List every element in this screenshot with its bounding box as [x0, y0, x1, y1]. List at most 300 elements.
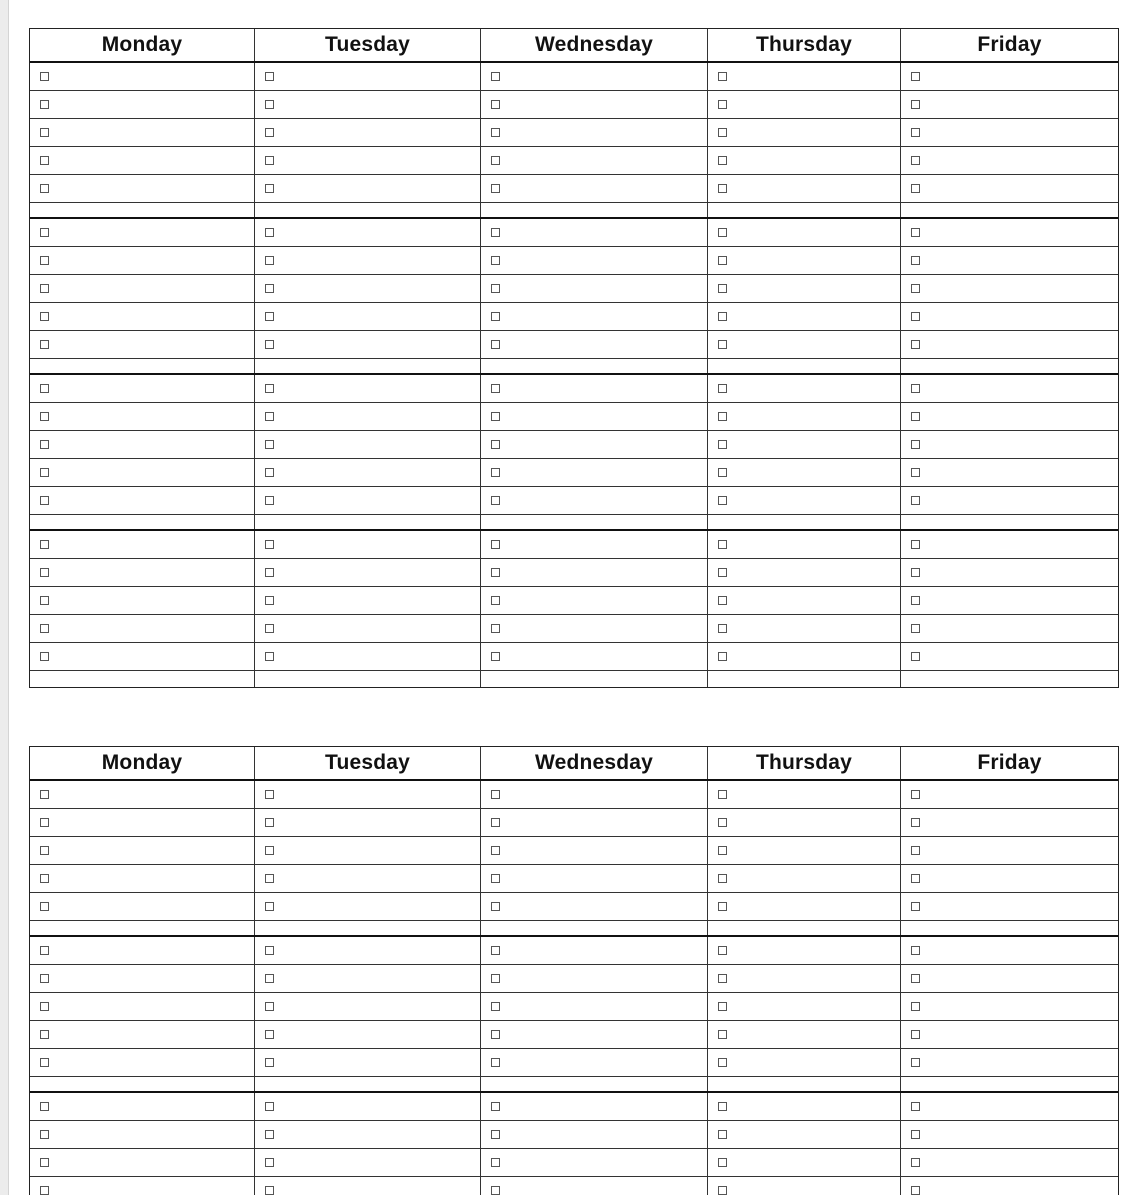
checkbox-icon[interactable]	[40, 184, 49, 193]
task-cell-tuesday[interactable]	[255, 1021, 481, 1048]
task-cell-wednesday[interactable]	[481, 247, 708, 274]
task-cell-thursday[interactable]	[708, 559, 901, 586]
task-cell-monday[interactable]	[30, 1121, 255, 1148]
checkbox-icon[interactable]	[491, 1058, 500, 1067]
task-cell-wednesday[interactable]	[481, 275, 708, 302]
checkbox-icon[interactable]	[491, 256, 500, 265]
checkbox-icon[interactable]	[911, 1186, 920, 1195]
task-cell-tuesday[interactable]	[255, 303, 481, 330]
checkbox-icon[interactable]	[265, 652, 274, 661]
task-cell-friday[interactable]	[901, 809, 1118, 836]
task-cell-wednesday[interactable]	[481, 219, 708, 246]
checkbox-icon[interactable]	[718, 1058, 727, 1067]
checkbox-icon[interactable]	[911, 156, 920, 165]
checkbox-icon[interactable]	[718, 1030, 727, 1039]
checkbox-icon[interactable]	[265, 902, 274, 911]
checkbox-icon[interactable]	[491, 790, 500, 799]
task-cell-thursday[interactable]	[708, 993, 901, 1020]
checkbox-icon[interactable]	[911, 100, 920, 109]
task-cell-monday[interactable]	[30, 119, 255, 146]
task-cell-monday[interactable]	[30, 781, 255, 808]
task-cell-wednesday[interactable]	[481, 643, 708, 670]
checkbox-icon[interactable]	[491, 284, 500, 293]
checkbox-icon[interactable]	[911, 468, 920, 477]
task-cell-friday[interactable]	[901, 247, 1118, 274]
checkbox-icon[interactable]	[40, 974, 49, 983]
checkbox-icon[interactable]	[265, 790, 274, 799]
task-cell-thursday[interactable]	[708, 1021, 901, 1048]
task-cell-wednesday[interactable]	[481, 531, 708, 558]
task-cell-monday[interactable]	[30, 865, 255, 892]
checkbox-icon[interactable]	[40, 902, 49, 911]
checkbox-icon[interactable]	[265, 846, 274, 855]
checkbox-icon[interactable]	[265, 312, 274, 321]
task-cell-tuesday[interactable]	[255, 1149, 481, 1176]
task-cell-thursday[interactable]	[708, 431, 901, 458]
task-cell-friday[interactable]	[901, 459, 1118, 486]
checkbox-icon[interactable]	[911, 1002, 920, 1011]
checkbox-icon[interactable]	[265, 100, 274, 109]
task-cell-friday[interactable]	[901, 487, 1118, 514]
checkbox-icon[interactable]	[265, 384, 274, 393]
task-cell-tuesday[interactable]	[255, 375, 481, 402]
task-cell-tuesday[interactable]	[255, 643, 481, 670]
task-cell-wednesday[interactable]	[481, 993, 708, 1020]
checkbox-icon[interactable]	[265, 184, 274, 193]
checkbox-icon[interactable]	[911, 340, 920, 349]
task-cell-tuesday[interactable]	[255, 1121, 481, 1148]
task-cell-monday[interactable]	[30, 587, 255, 614]
checkbox-icon[interactable]	[911, 946, 920, 955]
task-cell-monday[interactable]	[30, 331, 255, 358]
checkbox-icon[interactable]	[40, 156, 49, 165]
task-cell-wednesday[interactable]	[481, 615, 708, 642]
task-cell-wednesday[interactable]	[481, 865, 708, 892]
checkbox-icon[interactable]	[40, 1058, 49, 1067]
task-cell-wednesday[interactable]	[481, 1149, 708, 1176]
task-cell-friday[interactable]	[901, 937, 1118, 964]
checkbox-icon[interactable]	[40, 72, 49, 81]
task-cell-tuesday[interactable]	[255, 559, 481, 586]
checkbox-icon[interactable]	[491, 1102, 500, 1111]
checkbox-icon[interactable]	[40, 284, 49, 293]
task-cell-monday[interactable]	[30, 643, 255, 670]
checkbox-icon[interactable]	[718, 440, 727, 449]
checkbox-icon[interactable]	[40, 412, 49, 421]
task-cell-thursday[interactable]	[708, 63, 901, 90]
task-cell-monday[interactable]	[30, 615, 255, 642]
checkbox-icon[interactable]	[491, 846, 500, 855]
checkbox-icon[interactable]	[911, 284, 920, 293]
checkbox-icon[interactable]	[491, 100, 500, 109]
task-cell-tuesday[interactable]	[255, 993, 481, 1020]
checkbox-icon[interactable]	[491, 902, 500, 911]
checkbox-icon[interactable]	[40, 568, 49, 577]
task-cell-monday[interactable]	[30, 375, 255, 402]
task-cell-monday[interactable]	[30, 531, 255, 558]
task-cell-wednesday[interactable]	[481, 487, 708, 514]
task-cell-friday[interactable]	[901, 1093, 1118, 1120]
checkbox-icon[interactable]	[265, 974, 274, 983]
task-cell-friday[interactable]	[901, 993, 1118, 1020]
task-cell-thursday[interactable]	[708, 937, 901, 964]
checkbox-icon[interactable]	[40, 496, 49, 505]
task-cell-thursday[interactable]	[708, 781, 901, 808]
checkbox-icon[interactable]	[40, 874, 49, 883]
task-cell-tuesday[interactable]	[255, 937, 481, 964]
checkbox-icon[interactable]	[40, 384, 49, 393]
checkbox-icon[interactable]	[911, 652, 920, 661]
task-cell-monday[interactable]	[30, 965, 255, 992]
task-cell-friday[interactable]	[901, 1021, 1118, 1048]
task-cell-wednesday[interactable]	[481, 303, 708, 330]
checkbox-icon[interactable]	[40, 312, 49, 321]
task-cell-friday[interactable]	[901, 63, 1118, 90]
checkbox-icon[interactable]	[491, 1130, 500, 1139]
checkbox-icon[interactable]	[718, 652, 727, 661]
checkbox-icon[interactable]	[491, 340, 500, 349]
task-cell-wednesday[interactable]	[481, 809, 708, 836]
task-cell-friday[interactable]	[901, 531, 1118, 558]
task-cell-tuesday[interactable]	[255, 175, 481, 202]
task-cell-monday[interactable]	[30, 63, 255, 90]
task-cell-tuesday[interactable]	[255, 893, 481, 920]
task-cell-friday[interactable]	[901, 615, 1118, 642]
checkbox-icon[interactable]	[265, 874, 274, 883]
checkbox-icon[interactable]	[911, 440, 920, 449]
task-cell-wednesday[interactable]	[481, 375, 708, 402]
task-cell-monday[interactable]	[30, 893, 255, 920]
task-cell-tuesday[interactable]	[255, 91, 481, 118]
checkbox-icon[interactable]	[265, 128, 274, 137]
checkbox-icon[interactable]	[718, 790, 727, 799]
task-cell-thursday[interactable]	[708, 615, 901, 642]
checkbox-icon[interactable]	[40, 846, 49, 855]
checkbox-icon[interactable]	[40, 1030, 49, 1039]
checkbox-icon[interactable]	[911, 974, 920, 983]
task-cell-friday[interactable]	[901, 559, 1118, 586]
checkbox-icon[interactable]	[491, 652, 500, 661]
checkbox-icon[interactable]	[911, 874, 920, 883]
checkbox-icon[interactable]	[718, 184, 727, 193]
checkbox-icon[interactable]	[491, 1002, 500, 1011]
task-cell-tuesday[interactable]	[255, 275, 481, 302]
task-cell-wednesday[interactable]	[481, 1177, 708, 1195]
task-cell-thursday[interactable]	[708, 403, 901, 430]
task-cell-wednesday[interactable]	[481, 91, 708, 118]
task-cell-friday[interactable]	[901, 965, 1118, 992]
task-cell-wednesday[interactable]	[481, 837, 708, 864]
checkbox-icon[interactable]	[491, 312, 500, 321]
checkbox-icon[interactable]	[491, 440, 500, 449]
checkbox-icon[interactable]	[491, 128, 500, 137]
checkbox-icon[interactable]	[491, 1186, 500, 1195]
task-cell-monday[interactable]	[30, 1149, 255, 1176]
task-cell-monday[interactable]	[30, 459, 255, 486]
task-cell-tuesday[interactable]	[255, 331, 481, 358]
task-cell-thursday[interactable]	[708, 1121, 901, 1148]
task-cell-wednesday[interactable]	[481, 1049, 708, 1076]
checkbox-icon[interactable]	[718, 818, 727, 827]
checkbox-icon[interactable]	[911, 1130, 920, 1139]
checkbox-icon[interactable]	[911, 1030, 920, 1039]
checkbox-icon[interactable]	[911, 1102, 920, 1111]
checkbox-icon[interactable]	[911, 624, 920, 633]
task-cell-monday[interactable]	[30, 1093, 255, 1120]
checkbox-icon[interactable]	[40, 790, 49, 799]
checkbox-icon[interactable]	[718, 100, 727, 109]
task-cell-thursday[interactable]	[708, 147, 901, 174]
task-cell-monday[interactable]	[30, 175, 255, 202]
task-cell-friday[interactable]	[901, 219, 1118, 246]
task-cell-wednesday[interactable]	[481, 119, 708, 146]
task-cell-monday[interactable]	[30, 1177, 255, 1195]
checkbox-icon[interactable]	[718, 902, 727, 911]
checkbox-icon[interactable]	[911, 256, 920, 265]
checkbox-icon[interactable]	[40, 1002, 49, 1011]
checkbox-icon[interactable]	[40, 1158, 49, 1167]
checkbox-icon[interactable]	[265, 818, 274, 827]
task-cell-monday[interactable]	[30, 809, 255, 836]
checkbox-icon[interactable]	[491, 228, 500, 237]
checkbox-icon[interactable]	[491, 874, 500, 883]
checkbox-icon[interactable]	[718, 974, 727, 983]
checkbox-icon[interactable]	[718, 72, 727, 81]
checkbox-icon[interactable]	[491, 384, 500, 393]
task-cell-friday[interactable]	[901, 1049, 1118, 1076]
checkbox-icon[interactable]	[911, 72, 920, 81]
checkbox-icon[interactable]	[265, 568, 274, 577]
task-cell-tuesday[interactable]	[255, 1093, 481, 1120]
checkbox-icon[interactable]	[718, 540, 727, 549]
checkbox-icon[interactable]	[265, 1186, 274, 1195]
checkbox-icon[interactable]	[718, 1102, 727, 1111]
task-cell-wednesday[interactable]	[481, 63, 708, 90]
checkbox-icon[interactable]	[911, 568, 920, 577]
task-cell-monday[interactable]	[30, 993, 255, 1020]
checkbox-icon[interactable]	[491, 974, 500, 983]
task-cell-thursday[interactable]	[708, 1149, 901, 1176]
task-cell-monday[interactable]	[30, 147, 255, 174]
checkbox-icon[interactable]	[40, 624, 49, 633]
checkbox-icon[interactable]	[40, 228, 49, 237]
checkbox-icon[interactable]	[40, 818, 49, 827]
task-cell-friday[interactable]	[901, 893, 1118, 920]
task-cell-friday[interactable]	[901, 91, 1118, 118]
task-cell-monday[interactable]	[30, 937, 255, 964]
task-cell-tuesday[interactable]	[255, 531, 481, 558]
checkbox-icon[interactable]	[265, 1102, 274, 1111]
checkbox-icon[interactable]	[718, 384, 727, 393]
task-cell-tuesday[interactable]	[255, 63, 481, 90]
checkbox-icon[interactable]	[911, 384, 920, 393]
checkbox-icon[interactable]	[491, 184, 500, 193]
task-cell-thursday[interactable]	[708, 247, 901, 274]
checkbox-icon[interactable]	[911, 496, 920, 505]
checkbox-icon[interactable]	[40, 468, 49, 477]
task-cell-thursday[interactable]	[708, 1049, 901, 1076]
checkbox-icon[interactable]	[718, 496, 727, 505]
checkbox-icon[interactable]	[718, 284, 727, 293]
task-cell-tuesday[interactable]	[255, 459, 481, 486]
checkbox-icon[interactable]	[718, 624, 727, 633]
checkbox-icon[interactable]	[491, 1030, 500, 1039]
checkbox-icon[interactable]	[40, 256, 49, 265]
task-cell-thursday[interactable]	[708, 175, 901, 202]
task-cell-friday[interactable]	[901, 303, 1118, 330]
task-cell-thursday[interactable]	[708, 303, 901, 330]
checkbox-icon[interactable]	[40, 596, 49, 605]
checkbox-icon[interactable]	[265, 596, 274, 605]
checkbox-icon[interactable]	[265, 946, 274, 955]
task-cell-wednesday[interactable]	[481, 587, 708, 614]
task-cell-monday[interactable]	[30, 837, 255, 864]
task-cell-tuesday[interactable]	[255, 809, 481, 836]
checkbox-icon[interactable]	[40, 946, 49, 955]
task-cell-thursday[interactable]	[708, 91, 901, 118]
checkbox-icon[interactable]	[718, 1186, 727, 1195]
task-cell-tuesday[interactable]	[255, 219, 481, 246]
task-cell-monday[interactable]	[30, 559, 255, 586]
task-cell-thursday[interactable]	[708, 275, 901, 302]
task-cell-tuesday[interactable]	[255, 781, 481, 808]
task-cell-friday[interactable]	[901, 375, 1118, 402]
checkbox-icon[interactable]	[265, 540, 274, 549]
checkbox-icon[interactable]	[265, 440, 274, 449]
task-cell-thursday[interactable]	[708, 837, 901, 864]
task-cell-friday[interactable]	[901, 1121, 1118, 1148]
task-cell-friday[interactable]	[901, 837, 1118, 864]
task-cell-tuesday[interactable]	[255, 119, 481, 146]
task-cell-tuesday[interactable]	[255, 587, 481, 614]
task-cell-monday[interactable]	[30, 91, 255, 118]
task-cell-tuesday[interactable]	[255, 865, 481, 892]
task-cell-wednesday[interactable]	[481, 965, 708, 992]
task-cell-thursday[interactable]	[708, 865, 901, 892]
task-cell-wednesday[interactable]	[481, 403, 708, 430]
checkbox-icon[interactable]	[491, 412, 500, 421]
task-cell-monday[interactable]	[30, 219, 255, 246]
checkbox-icon[interactable]	[265, 1158, 274, 1167]
checkbox-icon[interactable]	[265, 1030, 274, 1039]
task-cell-tuesday[interactable]	[255, 247, 481, 274]
task-cell-friday[interactable]	[901, 275, 1118, 302]
checkbox-icon[interactable]	[911, 228, 920, 237]
checkbox-icon[interactable]	[718, 228, 727, 237]
checkbox-icon[interactable]	[491, 156, 500, 165]
task-cell-wednesday[interactable]	[481, 781, 708, 808]
task-cell-tuesday[interactable]	[255, 487, 481, 514]
task-cell-thursday[interactable]	[708, 1093, 901, 1120]
checkbox-icon[interactable]	[718, 946, 727, 955]
task-cell-friday[interactable]	[901, 431, 1118, 458]
checkbox-icon[interactable]	[40, 440, 49, 449]
checkbox-icon[interactable]	[40, 652, 49, 661]
task-cell-friday[interactable]	[901, 331, 1118, 358]
checkbox-icon[interactable]	[40, 1130, 49, 1139]
checkbox-icon[interactable]	[911, 1158, 920, 1167]
task-cell-thursday[interactable]	[708, 965, 901, 992]
task-cell-friday[interactable]	[901, 175, 1118, 202]
checkbox-icon[interactable]	[718, 596, 727, 605]
task-cell-tuesday[interactable]	[255, 1049, 481, 1076]
task-cell-wednesday[interactable]	[481, 1121, 708, 1148]
checkbox-icon[interactable]	[911, 128, 920, 137]
checkbox-icon[interactable]	[911, 846, 920, 855]
task-cell-monday[interactable]	[30, 275, 255, 302]
checkbox-icon[interactable]	[265, 412, 274, 421]
checkbox-icon[interactable]	[265, 468, 274, 477]
checkbox-icon[interactable]	[718, 128, 727, 137]
checkbox-icon[interactable]	[265, 1058, 274, 1067]
task-cell-wednesday[interactable]	[481, 559, 708, 586]
task-cell-wednesday[interactable]	[481, 893, 708, 920]
task-cell-thursday[interactable]	[708, 893, 901, 920]
task-cell-wednesday[interactable]	[481, 1021, 708, 1048]
task-cell-tuesday[interactable]	[255, 431, 481, 458]
checkbox-icon[interactable]	[718, 1158, 727, 1167]
checkbox-icon[interactable]	[911, 902, 920, 911]
task-cell-thursday[interactable]	[708, 1177, 901, 1195]
task-cell-thursday[interactable]	[708, 219, 901, 246]
checkbox-icon[interactable]	[40, 340, 49, 349]
checkbox-icon[interactable]	[911, 596, 920, 605]
checkbox-icon[interactable]	[265, 228, 274, 237]
checkbox-icon[interactable]	[718, 312, 727, 321]
checkbox-icon[interactable]	[491, 468, 500, 477]
checkbox-icon[interactable]	[718, 1002, 727, 1011]
task-cell-friday[interactable]	[901, 147, 1118, 174]
checkbox-icon[interactable]	[911, 184, 920, 193]
checkbox-icon[interactable]	[491, 568, 500, 577]
task-cell-friday[interactable]	[901, 119, 1118, 146]
task-cell-thursday[interactable]	[708, 531, 901, 558]
checkbox-icon[interactable]	[265, 284, 274, 293]
task-cell-friday[interactable]	[901, 781, 1118, 808]
checkbox-icon[interactable]	[40, 1186, 49, 1195]
checkbox-icon[interactable]	[265, 1002, 274, 1011]
task-cell-thursday[interactable]	[708, 643, 901, 670]
task-cell-thursday[interactable]	[708, 331, 901, 358]
checkbox-icon[interactable]	[911, 312, 920, 321]
checkbox-icon[interactable]	[40, 128, 49, 137]
task-cell-tuesday[interactable]	[255, 403, 481, 430]
task-cell-wednesday[interactable]	[481, 331, 708, 358]
checkbox-icon[interactable]	[911, 1058, 920, 1067]
checkbox-icon[interactable]	[265, 156, 274, 165]
checkbox-icon[interactable]	[265, 256, 274, 265]
task-cell-friday[interactable]	[901, 643, 1118, 670]
task-cell-wednesday[interactable]	[481, 175, 708, 202]
task-cell-friday[interactable]	[901, 865, 1118, 892]
checkbox-icon[interactable]	[491, 818, 500, 827]
task-cell-wednesday[interactable]	[481, 937, 708, 964]
checkbox-icon[interactable]	[491, 1158, 500, 1167]
task-cell-wednesday[interactable]	[481, 1093, 708, 1120]
checkbox-icon[interactable]	[911, 412, 920, 421]
task-cell-tuesday[interactable]	[255, 965, 481, 992]
checkbox-icon[interactable]	[911, 818, 920, 827]
task-cell-friday[interactable]	[901, 1177, 1118, 1195]
checkbox-icon[interactable]	[718, 846, 727, 855]
task-cell-thursday[interactable]	[708, 487, 901, 514]
task-cell-wednesday[interactable]	[481, 431, 708, 458]
checkbox-icon[interactable]	[718, 412, 727, 421]
checkbox-icon[interactable]	[265, 72, 274, 81]
task-cell-monday[interactable]	[30, 1021, 255, 1048]
checkbox-icon[interactable]	[718, 256, 727, 265]
task-cell-thursday[interactable]	[708, 809, 901, 836]
